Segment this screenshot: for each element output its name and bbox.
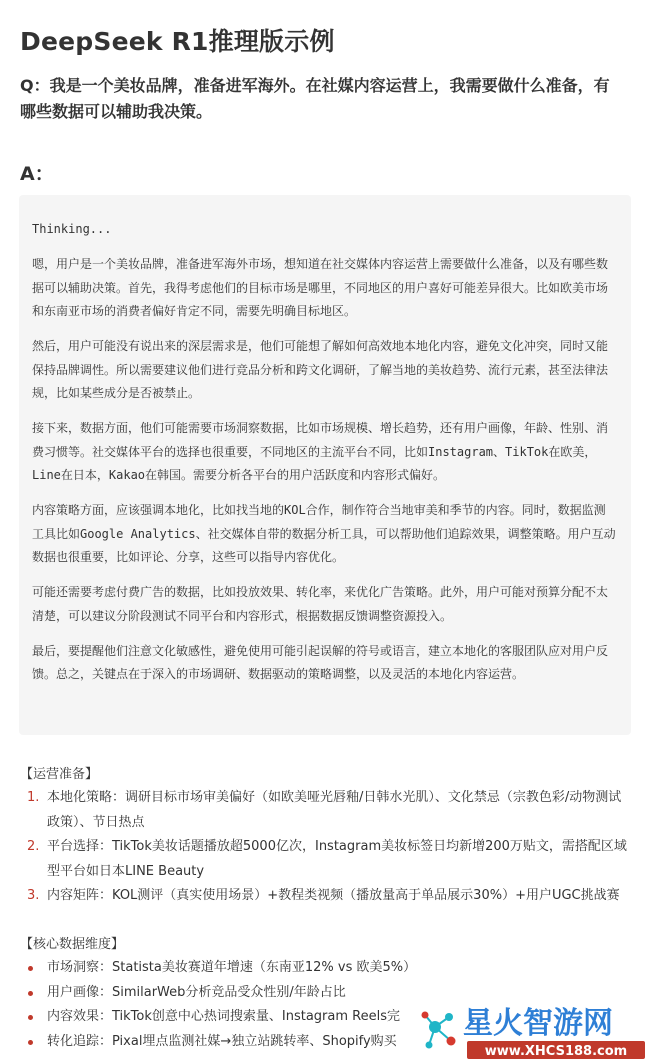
list-item xyxy=(20,786,630,835)
list-item-text: 用户画像：SimilarWeb分析竞品受众性别/年龄占比 xyxy=(47,984,346,1000)
thinking-paragraph: 然后，用户可能没有说出来的深层需求是，他们可能想了解如何高效地本地化内容，避免文化冲突，同时又能保持品牌调性。所以需要建议他们进行竞品分析和跨文化调研，了解当地的美妆趋势、流行元素，甚至法律法规，比如某些成分是否被禁止。 xyxy=(32,339,609,400)
question-text: Q：我是一个美妆品牌，准备进军海外。在社媒内容运营上，我需要做什么准备，有哪些数据可以辅助我决策。 xyxy=(20,76,610,121)
bullet-dot-icon xyxy=(28,1015,33,1020)
list-item xyxy=(20,1030,420,1055)
watermark-url: www.XHCS188.com xyxy=(484,1044,628,1059)
site-watermark xyxy=(415,995,650,1063)
bullet-dot-icon xyxy=(28,1040,33,1045)
list-number: 2. xyxy=(27,839,40,854)
data-list xyxy=(20,956,420,1054)
list-item xyxy=(20,956,647,981)
list-item xyxy=(20,835,630,884)
list-item xyxy=(20,981,420,1006)
list-item-text: 转化追踪：Pixal埋点监测社媒→独立站跳转率、Shopify购买 xyxy=(47,1033,397,1049)
list-item-text: 平台选择：TikTok美妆话题播放超5000亿次，Instagram美妆标签日均新增200万贴文，需搭配区域型平台如日本LINE Beauty xyxy=(47,839,627,879)
list-item-text: 内容矩阵：KOL测评（真实使用场景）+教程类视频（播放量高于单品展示30%）+用户UGC挑战赛 xyxy=(47,888,620,903)
section-heading-data: 【核心数据维度】 xyxy=(20,937,125,952)
bullet-dot-icon xyxy=(28,966,33,971)
page-title: DeepSeek R1推理版示例 xyxy=(20,27,335,56)
list-number: 3. xyxy=(27,888,40,903)
ops-list xyxy=(20,786,630,909)
thinking-paragraph: 接下来，数据方面，他们可能需要市场洞察数据，比如市场规模、增长趋势，还有用户画像，年龄、性别、消费习惯等。社交媒体平台的选择也很重要，不同地区的主流平台不同，比如Instagram、TikTok在欧美，Line在日本，Kakao在韩国。需要分析各平台的用户活跃度和内容形式偏好。 xyxy=(32,421,609,482)
section-heading-ops: 【运营准备】 xyxy=(20,767,99,782)
thinking-paragraph: 最后，要提醒他们注意文化敏感性，避免使用可能引起误解的符号或语言，建立本地化的客服团队应对用户反馈。总之，关键点在于深入的市场调研、数据驱动的策略调整，以及灵活的本地化内容运营。 xyxy=(32,643,609,681)
list-number: 1. xyxy=(27,790,40,805)
thinking-paragraph: 可能还需要考虑付费广告的数据，比如投放效果、转化率，来优化广告策略。此外，用户可能对预算分配不太清楚，可以建议分阶段测试不同平台和内容形式，根据数据反馈调整资源投入。 xyxy=(32,585,609,623)
list-item xyxy=(20,1005,420,1030)
thinking-header: Thinking... xyxy=(32,222,112,236)
list-item-text: 本地化策略：调研目标市场审美偏好（如欧美哑光唇釉/日韩水光肌）、文化禁忌（宗教色彩/动物测试政策）、节日热点 xyxy=(47,790,622,830)
watermark-brand: 星火智游网 xyxy=(463,1006,613,1041)
thinking-box xyxy=(19,195,631,735)
thinking-paragraph: 嗯，用户是一个美妆品牌，准备进军海外市场，想知道在社交媒体内容运营上需要做什么准备，以及有哪些数据可以辅助决策。首先，我得考虑他们的目标市场是哪里，不同地区的用户喜好可能差异很大。比如欧美市场和东南亚市场的消费者偏好肯定不同，需要先明确目标地区。 xyxy=(32,257,609,318)
answer-label: A： xyxy=(20,163,54,185)
list-item-text: 市场洞察：Statista美妆赛道年增速（东南亚12% vs 欧美5%） xyxy=(47,960,417,975)
list-item xyxy=(20,884,630,909)
list-item-text: 内容效果：TikTok创意中心热词搜索量、Instagram Reels完 xyxy=(47,1009,400,1024)
thinking-paragraph: 内容策略方面，应该强调本地化，比如找当地的KOL合作，制作符合当地审美和季节的内容。同时，数据监测工具比如Google Analytics、社交媒体自带的数据分析工具，可以帮助他们追踪效果，调整策略。用户互动数据也很重要，比如评论、分享，这些可以指导内容优化。 xyxy=(32,503,616,564)
bullet-dot-icon xyxy=(28,991,33,996)
